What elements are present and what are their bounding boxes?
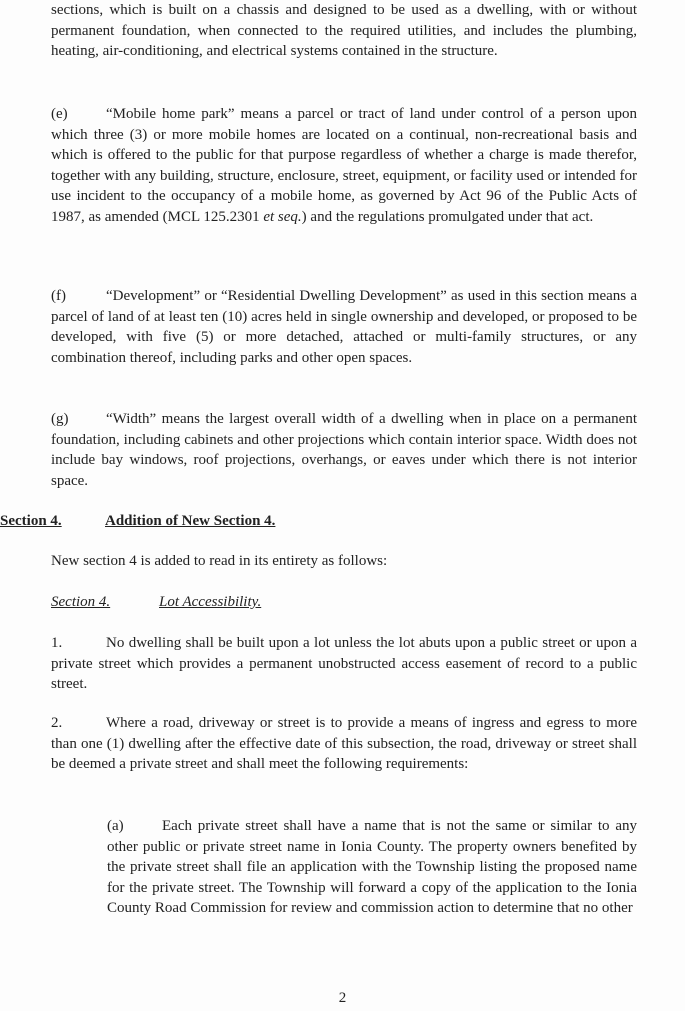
paragraph-e-italic: et seq. bbox=[263, 208, 302, 225]
section-4-title: Addition of New Section 4. bbox=[105, 513, 276, 529]
item-2-text: Where a road, driveway or street is to provide a means of ingress and egress to more than one (1) dwelling after the effective date of this subsection, the road, driveway or street shall be deemed a private street and shall meet the following requirements: bbox=[51, 715, 637, 772]
paragraph-e-text-end: ) and the regulations promulgated under that act. bbox=[301, 208, 594, 225]
item-2a-text: Each private street shall have a name that is not the same or similar to any other public or private street name in Ionia County. The property owners benefited by the private street shall file an application with the Township listing the proposed name for the private street. The Township will forward a copy of the application to the Ionia County Road Commission for review and commission action to determine that no other bbox=[107, 818, 637, 916]
paragraph-g-label: (g) bbox=[51, 411, 69, 427]
section-4-number: Section 4. bbox=[0, 513, 62, 529]
continued-paragraph-text: sections, which is built on a chassis and designed to be used as a dwelling, with or without permanent foundation, when connected to the required utilities, and includes the plumbing, heating, air-conditioning, and electrical systems contained in the structure. bbox=[51, 2, 637, 59]
paragraph-f-label: (f) bbox=[51, 288, 66, 304]
item-2 bbox=[51, 713, 637, 775]
item-2a bbox=[107, 816, 637, 919]
paragraph-f bbox=[51, 286, 637, 368]
paragraph-e-text: “Mobile home park” means a parcel or tract of land under control of a person upon which three (3) or more mobile homes are located on a continual, non-recreational basis and which is offered to the public for that purpose regardless of whether a charge is made therefor, together with any building, structure, enclosure, street, equipment, or facility used or intended for use incident to the occupancy of a mobile home, as governed by Act 96 of the Public Acts of 1987, as amended (MCL 125.2301 bbox=[51, 106, 637, 225]
paragraph-e-label: (e) bbox=[51, 106, 68, 122]
subsection-title: Lot Accessibility. bbox=[159, 594, 262, 610]
item-1-label: 1. bbox=[51, 635, 63, 651]
paragraph-f-text: “Development” or “Residential Dwelling Development” as used in this section means a parcel of land of at least ten (10) acres held in single ownership and developed, or proposed to be developed, with five (5) or more detached, attached or multi-family structures, or any combination thereof, including parks and other open spaces. bbox=[51, 288, 637, 366]
item-2-label: 2. bbox=[51, 715, 63, 731]
paragraph-g-text: “Width” means the largest overall width of a dwelling when in place on a permanent foundation, including cabinets and other projections which contain interior space. Width does not include bay windows, roof projections, overhangs, or eaves under which there is not interior space. bbox=[51, 411, 637, 489]
item-2a-label: (a) bbox=[107, 818, 124, 834]
paragraph-e bbox=[51, 104, 637, 227]
continued-paragraph bbox=[51, 0, 637, 62]
item-1 bbox=[51, 633, 637, 695]
item-1-text: No dwelling shall be built upon a lot unless the lot abuts upon a public street or upon a private street which provides a permanent unobstructed access easement of record to a public street. bbox=[51, 635, 637, 692]
page-number: 2 bbox=[338, 990, 347, 1006]
section-4-intro-text: New section 4 is added to read in its entirety as follows: bbox=[51, 553, 388, 569]
subsection-number: Section 4. bbox=[51, 594, 111, 610]
section-4-intro bbox=[51, 551, 637, 572]
paragraph-g bbox=[51, 409, 637, 491]
